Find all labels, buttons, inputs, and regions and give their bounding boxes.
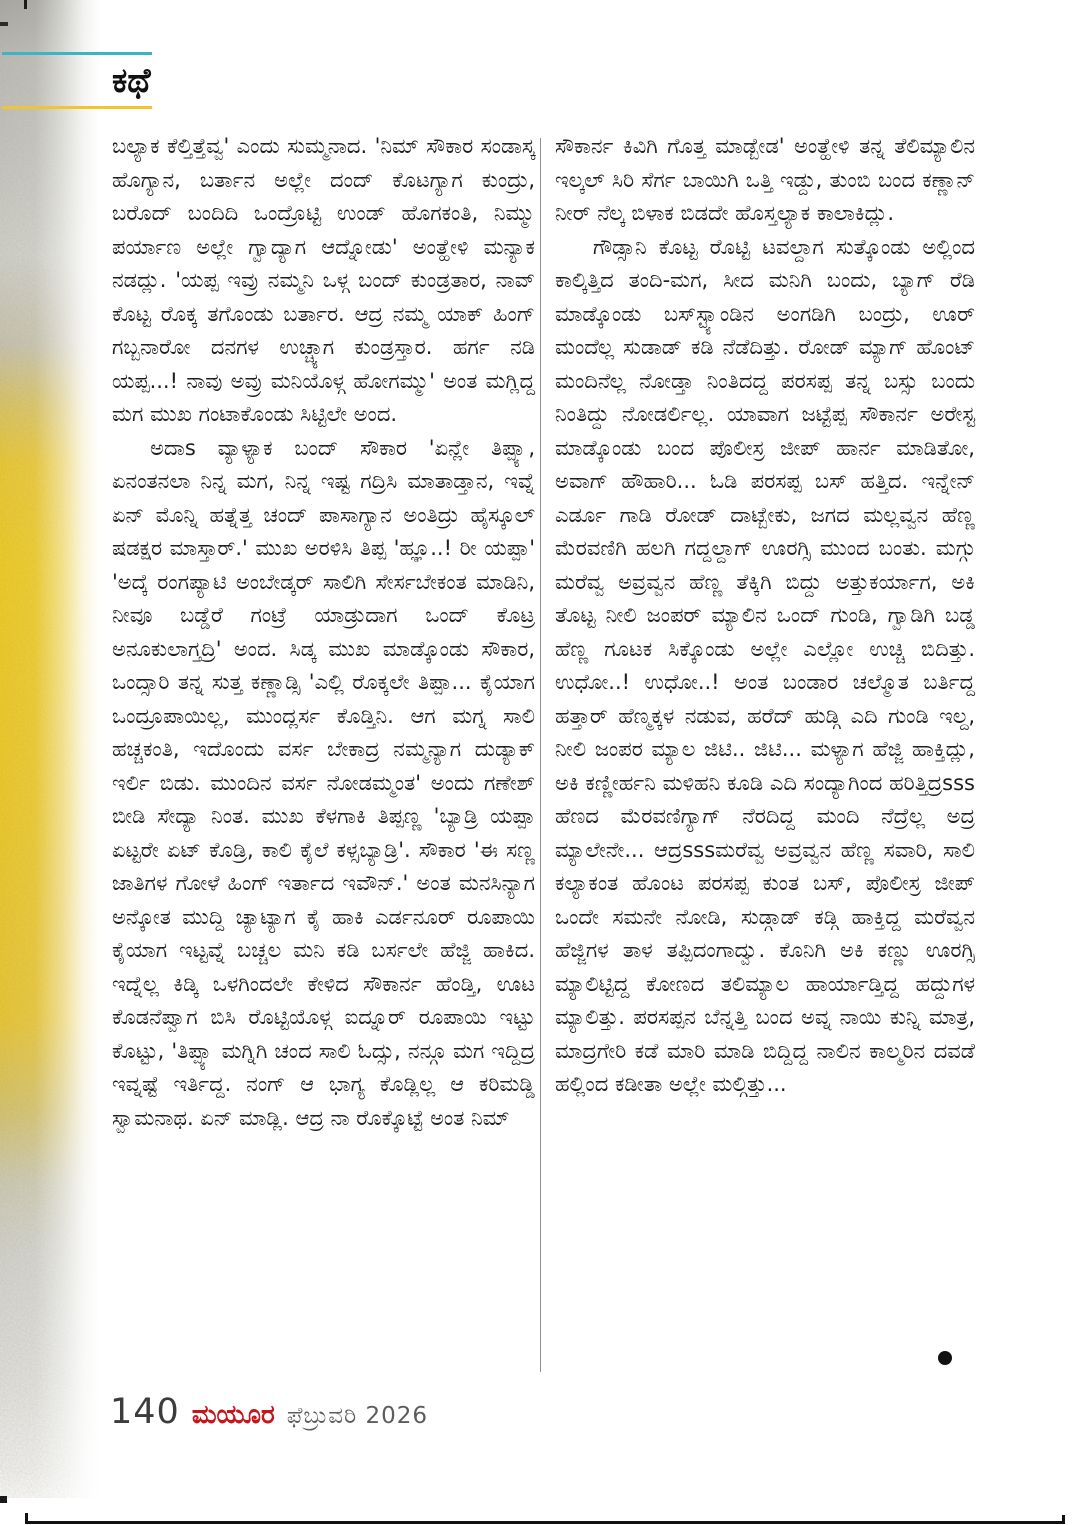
article-column-left [112,130,535,1135]
end-of-story-mark [938,1351,952,1365]
page-footer [110,1392,428,1432]
strip-noise-texture [0,0,100,1498]
section-header [2,52,152,109]
registration-mark-bottom-left [0,1496,7,1503]
column-divider [540,138,541,1372]
registration-mark-top [24,0,27,9]
header-top-rule [2,52,152,55]
story-paragraph: ಸೌಕಾರ್ನ ಕಿವಿಗಿ ಗೊತ್ತ ಮಾಡ್ಬೇಡ' ಅಂತ್ಹೇಳಿ ತನ್ನ ತೆಲಿಮ್ಯಾಲಿನ ಇಲ್ಕಲ್ ಸಿರಿ ಸೆರ್ಗ ಬಾಯಿಗಿ ಒತ್ತಿ ಇಡ್ದು, ತುಂಬಿ ಬಂದ ಕಣ್ಣಾನ್ ನೀರ್ ನೆಲ್ಕ ಬಿಳಾಕ ಬಿಡದೇ ಹೊಸ್ತಲ್ಯಾಕ ಕಾಲಾಕಿದ್ಲು. [555,134,975,225]
header-bottom-rule [2,106,152,109]
story-paragraph: ಬಲ್ಯಾಕ ಕೆಲ್ತಿತ್ತೆವ್ವ' ಎಂದು ಸುಮ್ಮನಾದ. 'ನಿಮ್ ಸೌಕಾರ ಸಂಡಾಸ್ಕ ಹೊಗ್ಯಾನ, ಬರ್ತಾನ ಅಲ್ಲೇ ದಂದ್ ಕೊಟಗ್ಯಾಗ ಕುಂದ್ರು, ಬರೊದ್ ಬಂದಿದಿ ಒಂದ್ರೊಟ್ಟಿ ಉಂಡ್ ಹೊಗಕಂತಿ, ನಿಮ್ಮು ಪರ್ಯಾಣ ಅಲ್ಲೇ ಗ್ವಾದ್ಯಾಗ ಆದ್ನೋಡು' ಅಂತ್ಹೇಳಿ ಮನ್ಯಾಕ ನಡದ್ಲು. 'ಯಪ್ಪ ಇವ್ರು ನಮ್ಮನಿ ಒಳ್ಗ ಬಂದ್ ಕುಂಡ್ರತಾರ, ನಾವ್ ಕೊಟ್ಟ ರೊಕ್ಕ ತಗೊಂಡು ಬರ್ತಾರ. ಆದ್ರ ನಮ್ಮ ಯಾಕ್ ಹಿಂಗ್ ಗಬ್ಬನಾರೋ ದನಗಳ ಉಚ್ಚ್ಯಾಗ ಕುಂಡ್ರಸ್ತಾರ. ಹರ್ಗ ನಡಿ ಯಪ್ಪ...! ನಾವು ಅವ್ರು ಮನಿಯೊಳ್ಗ ಹೋಗಮ್ಮು' ಅಂತ ಮಗ್ಲಿದ್ದ ಮಗ ಮುಖ ಗಂಟಾಕೊಂಡು ಸಿಟ್ಟಿಲೇ ಅಂದ. [112,134,535,426]
registration-mark-left [0,22,8,26]
magazine-name: ಮಯೂರ [191,1400,275,1430]
page-number: 140 [110,1392,180,1432]
issue-date: ಫೆಬ್ರುವರಿ 2026 [286,1403,429,1429]
section-title: ಕಥೆ [112,61,151,101]
story-paragraph: ಅದಾs ವ್ಯಾಳ್ಯಾಕ ಬಂದ್ ಸೌಕಾರ 'ಏನ್ಲೇ ತಿಪ್ಪ್ಯಾ, ಏನಂತನಲಾ ನಿನ್ನ ಮಗ, ನಿನ್ನ ಇಷ್ಟ ಗದ್ರಿಸಿ ಮಾತಾಡ್ತಾನ, ಇವ್ನೆ ಏನ್ ಮೊನ್ನಿ ಹತ್ನೆತ್ತ ಚಂದ್ ಪಾಸಾಗ್ಯಾನ ಅಂತಿದ್ರು ಹೈಸ್ಕೂಲ್ ಷಡಕ್ಷರ ಮಾಸ್ತಾರ್.' ಮುಖ ಅರಳಿಸಿ ತಿಪ್ಪ 'ಹ್ಞೂ..! ರೀ ಯಪ್ಪಾ' 'ಅದ್ಕೆ ರಂಗಪ್ಯಾಟಿ ಅಂಬೇಡ್ಕರ್ ಸಾಲಿಗಿ ಸೇರ್ಸಬೇಕಂತ ಮಾಡಿನಿ, ನೀವೂ ಬಡ್ಡೆರೆ ಗಂಟ್ರೆ ಯಾಡ್ರುದಾಗ ಒಂದ್ ಕೊಟ್ರ ಅನೂಕುಲಾಗ್ತದ್ರಿ' ಅಂದ. ಸಿಡ್ಕ ಮುಖ ಮಾಡ್ಕೊಂಡು ಸೌಕಾರ, ಒಂದ್ಸಾರಿ ತನ್ನ ಸುತ್ತ ಕಣ್ಣಾಡ್ಸಿ 'ಎಲ್ಲಿ ರೊಕ್ಕಲೇ ತಿಪ್ಪಾ... ಕೈಯಾಗ ಒಂದ್ರೂಪಾಯಿಲ್ಲ, ಮುಂದ್ಲರ್ಸ ಕೊಡ್ತಿನಿ. ಆಗ ಮಗ್ನ ಸಾಲಿ ಹಚ್ಚಕಂತಿ, ಇದೊಂದು ವರ್ಸ ಬೇಕಾದ್ರ ನಮ್ಮನ್ಯಾಗ ದುಡ್ಯಾಕ್ ಇರ್ಲಿ ಬಿಡು. ಮುಂದಿನ ವರ್ಸ ನೋಡಮ್ಮಂತ' ಅಂದು ಗಣೇಶ್ ಬೀಡಿ ಸೇದ್ಯಾ ನಿಂತ. ಮುಖ ಕೆಳಗಾಕಿ ತಿಪ್ಪಣ್ಣ 'ಬ್ಯಾಡ್ರಿ ಯಪ್ಪಾ ಏಟ್ಟರೇ ಏಟ್ ಕೊಡ್ರಿ, ಕಾಲಿ ಕೈಲೆ ಕಳ್ಸಬ್ಯಾಡ್ರಿ'. ಸೌಕಾರ 'ಈ ಸಣ್ಣ ಜಾತಿಗಳ ಗೋಳೆ ಹಿಂಗ್ ಇರ್ತಾದ ಇವೌನ್.' ಅಂತ ಮನಸಿನ್ಯಾಗ ಅನ್ಕೋತ ಮುದ್ದಿ ಚ್ಯಾಟ್ಯಾಗ ಕೈ ಹಾಕಿ ಎರ್ಡನೂರ್ ರೂಪಾಯಿ ಕೈಯಾಗ ಇಟ್ಟವ್ನೆ ಬಚ್ಚಲ ಮನಿ ಕಡಿ ಬರ್ಸಲೇ ಹೆಜ್ಜಿ ಹಾಕಿದ. ಇದ್ನೆಲ್ಲ ಕಿಡ್ಕಿ ಒಳಗಿಂದಲೇ ಕೇಳಿದ ಸೌಕಾರ್ನ ಹೆಂಡ್ತಿ, ಊಟ ಕೊಡನೆಪ್ವಾಗ ಬಿಸಿ ರೊಟ್ಟಿಯೊಳ್ಗ ಐದ್ನೂರ್ ರೂಪಾಯಿ ಇಟ್ಟು ಕೊಟ್ಟು, 'ತಿಪ್ಪ್ಯಾ ಮಗ್ನಿಗಿ ಚಂದ ಸಾಲಿ ಓದ್ಸು, ನನ್ಗೂ ಮಗ ಇದ್ದಿದ್ರ ಇವ್ನಷ್ಟೆ ಇರ್ತಿದ್ದ. ನಂಗ್ ಆ ಭಾಗ್ಯ ಕೊಡ್ಲಿಲ್ಲ ಆ ಕರಿಮಡ್ಡಿ ಸ್ವಾಮನಾಥ. ಏನ್ ಮಾಡ್ಲಿ. ಆದ್ರ ನಾ ರೊಕ್ಕೊಟ್ಟೆ ಅಂತ ನಿಮ್ [112,435,535,1130]
article-column-right [555,130,975,1102]
story-paragraph: ಗೌಡ್ಸಾನಿ ಕೊಟ್ಟ ರೊಟ್ಟಿ ಟವಲ್ದಾಗ ಸುತ್ಕೊಂಡು ಅಲ್ಲಿಂದ ಕಾಲ್ಕಿತ್ತಿದ ತಂದಿ-ಮಗ, ಸೀದ ಮನಿಗಿ ಬಂದು, ಬ್ಯಾಗ್ ರೆಡಿ ಮಾಡ್ಕೊಂಡು ಬಸ್‌ಸ್ಟ್ಯಾಂಡಿನ ಅಂಗಡಿಗಿ ಬಂದ್ರು, ಊರ್ ಮಂದೆಲ್ಲ ಸುಡಾಡ್ ಕಡಿ ನೆಡೆದಿತ್ತು. ರೋಡ್ ಮ್ಯಾಗ್ ಹೊಂಟ್ ಮಂದಿನೆಲ್ಲ ನೋಡ್ತಾ ನಿಂತಿದದ್ದ ಪರಸಪ್ಪ ತನ್ನ ಬಸ್ಸು ಬಂದು ನಿಂತಿದ್ದು ನೋಡರ್ಲಿಲ್ಲ. ಯಾವಾಗ ಜಟ್ಟೆಪ್ಪ ಸೌಕಾರ್ನ ಅರೇಸ್ಟ ಮಾಡ್ಕೊಂಡು ಬಂದ ಪೊಲೀಸ್ರ ಜೀಪ್ ಹಾರ್ನ ಮಾಡಿತೋ, ಅವಾಗ್ ಹೌಹಾರಿ... ಓಡಿ ಪರಸಪ್ಪ ಬಸ್ ಹತ್ತಿದ. ಇನ್ನೇನ್ ಎರ್ಡೂ ಗಾಡಿ ರೋಡ್ ದಾಟ್ಬೇಕು, ಜಗದ ಮಲ್ಲವ್ವನ ಹೆಣ್ಣ ಮೆರವಣಿಗಿ ಹಲಗಿ ಗದ್ದಲ್ದಾಗ್ ಊರಗ್ಸಿ ಮುಂದ ಬಂತು. ಮಗ್ಗು ಮರೆವ್ವ ಅವ್ರವ್ವನ ಹೆಣ್ಣ ತೆಕ್ಕಿಗಿ ಬಿದ್ದು ಅತ್ತುಕರ್ಯಾಗ, ಅಕಿ ತೊಟ್ಟ ನೀಲಿ ಜಂಪರ್ ಮ್ಯಾಲಿನ ಒಂದ್ ಗುಂಡಿ, ಗ್ವಾಡಿಗಿ ಬಡ್ಡ ಹೆಣ್ಣ ಗೂಟಕ ಸಿಕ್ಕೊಂಡು ಅಲ್ಲೇ ಎಲ್ಲೋ ಉಚ್ಚಿ ಬಿದಿತ್ತು. ಉಧೋ..! ಉಧೋ..! ಅಂತ ಬಂಡಾರ ಚಲ್ಮೊತ ಬರ್ತಿದ್ದ ಹತ್ತಾರ್ ಹೆಣ್ಮಕ್ಕಳ ನಡುವ, ಹರೆದ್ ಹುಡ್ಗಿ ಎದಿ ಗುಂಡಿ ಇಲ್ದ, ನೀಲಿ ಜಂಪರ ಮ್ಯಾಲ ಜಿಟಿ.. ಜಿಟಿ... ಮಳ್ಯಾಗ ಹೆಜ್ಜಿ ಹಾಕ್ತಿದ್ಲು, ಅಕಿ ಕಣ್ಣೀರ್ಹನಿ ಮಳಿಹನಿ ಕೂಡಿ ಎದಿ ಸಂದ್ಯಾಗಿಂದ ಹರಿತ್ತಿದ್ರsss ಹೆಣದ ಮೆರವಣಿಗ್ಯಾಗ್ ನೆರದಿದ್ದ ಮಂದಿ ನೆದ್ರೆಲ್ಲ ಅದ್ರ ಮ್ಯಾಲೇನೇ... ಆದ್ರsssಮರೆವ್ವ ಅವ್ರವ್ವನ ಹೆಣ್ಣ ಸವಾರಿ, ಸಾಲಿ ಕಲ್ಯಾಕಂತ ಹೊಂಟ ಪರಸಪ್ಪ ಕುಂತ ಬಸ್, ಪೊಲೀಸ್ರ ಜೀಪ್ ಒಂದೇ ಸಮನೇ ನೋಡಿ, ಸುಡ್ಗಾಡ್ ಕಡ್ಗಿ ಹಾಕ್ತಿದ್ದ ಮರೆವ್ವನ ಹೆಜ್ಜಿಗಳ ತಾಳ ತಪ್ಪಿದಂಗಾದ್ವು. ಕೊನಿಗಿ ಅಕಿ ಕಣ್ಣು ಊರಗ್ಸಿ ಮ್ಯಾಲಿಟ್ಟಿದ್ದ ಕೋಣದ ತಲಿಮ್ಯಾಲ ಹಾರ್ಯಾಡ್ತಿದ್ದ ಹದ್ದುಗಳ ಮ್ಯಾಲಿತ್ತು. ಪರಸಪ್ಪನ ಬೆನ್ನತ್ತಿ ಬಂದ ಅವ್ನ ನಾಯಿ ಕುನ್ನಿ ಮಾತ್ರ, ಮಾದ್ರಗೇರಿ ಕಡೆ ಮಾರಿ ಮಾಡಿ ಬಿದ್ದಿದ್ದ ನಾಲಿನ ಕಾಲ್ಮರಿನ ದವಡೆ ಹಲ್ಲಿಂದ ಕಡೀತಾ ಅಲ್ಲೇ ಮಲ್ಗಿತ್ತು... [555,234,975,1096]
decorative-left-strip [0,0,100,1498]
bottom-trim-rule [25,1521,1065,1524]
